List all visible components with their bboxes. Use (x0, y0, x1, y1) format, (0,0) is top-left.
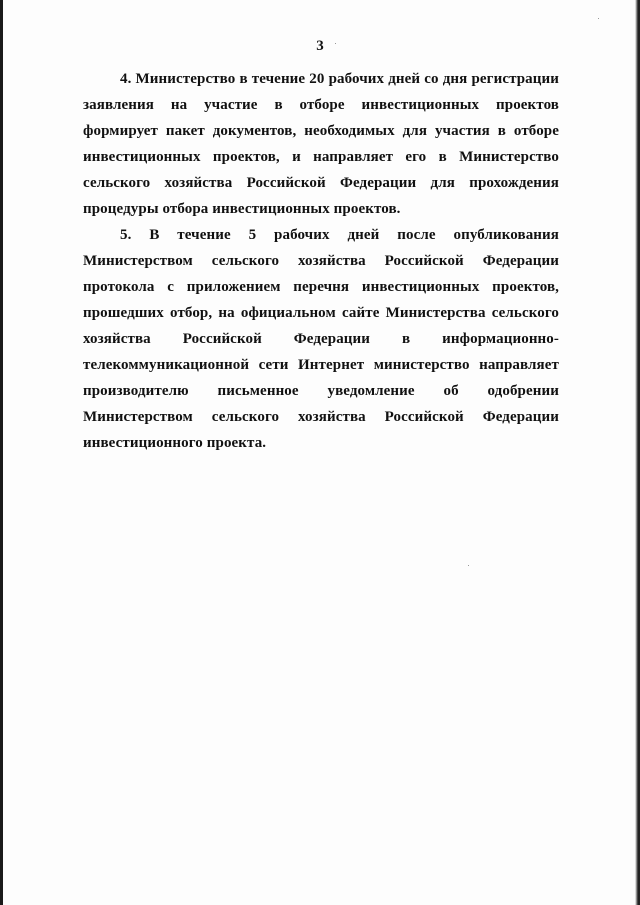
page-number: 3 (316, 38, 324, 54)
paragraph-4: 4. Министерство в течение 20 рабочих дней со дня регистрации заявления на участие в отборе инвестиционных проектов формирует пакет документов, необходимых для участия в отборе инвестиционных проектов, и направляет его в Министерство сельского хозяйства Российской Федерации для прохождения процедуры отбора инвестиционных проектов. (83, 71, 559, 217)
scan-speck (598, 18, 599, 19)
scan-edge-left (0, 0, 3, 905)
scan-edge-right (635, 0, 640, 905)
paragraph-5: 5. В течение 5 рабочих дней после опубликования Министерством сельского хозяйства Российской Федерации протокола с приложением перечня инвестиционных проектов, прошедших отбор, на официальном сайте Министерства сельского хозяйства Российской Федерации в информационно-телекоммуникационной сети Интернет министерство направляет производителю письменное уведомление об одобрении Министерством сельского хозяйства Российской Федерации инвестиционного проекта. (83, 227, 559, 451)
scan-speck (335, 43, 336, 44)
scan-speck (468, 565, 469, 566)
